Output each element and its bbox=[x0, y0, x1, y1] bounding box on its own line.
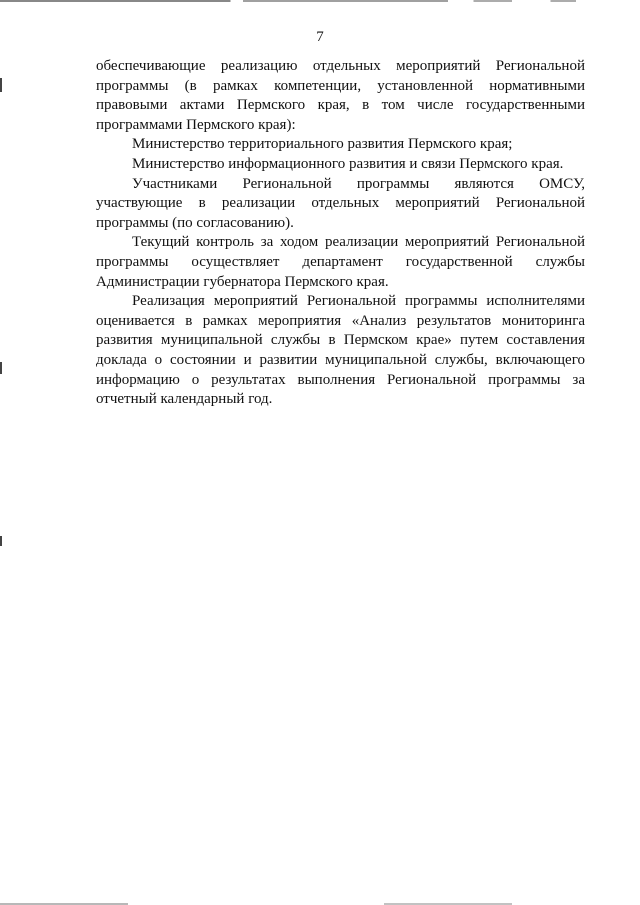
scan-edge-mark bbox=[0, 78, 2, 92]
paragraph-evaluation: Реализация мероприятий Региональной программы исполнителями оценивается в рамках мероприятия «Анализ результатов мониторинга развития муниципальной службы в Пермском крае» путем составления доклада о состоянии и развитии муниципальной службы, включающего информацию о результатах выполнения Региональной программы за отчетный календарный год. bbox=[96, 293, 585, 408]
paragraph-control: Текущий контроль за ходом реализации мероприятий Региональной программы осуществляет департамент государственной службы Администрации губернатора Пермского края. bbox=[96, 234, 585, 290]
scan-edge-mark bbox=[0, 362, 2, 374]
scan-edge-mark bbox=[0, 536, 2, 546]
paragraph-ministry-information: Министерство информационного развития и связи Пермского края. bbox=[132, 155, 564, 172]
page-number: 7 bbox=[316, 29, 324, 45]
document-body bbox=[96, 57, 585, 410]
paragraph-responsible-continuation: обеспечивающие реализацию отдельных мероприятий Региональной программы (в рамках компетенции, установленной нормативными правовыми актами Пермского края, в том числе государственными программами Пермского края): bbox=[96, 58, 585, 133]
paragraph-participants: Участниками Региональной программы являются ОМСУ, участвующие в реализации отдельных мероприятий Региональной программы (по согласованию). bbox=[96, 175, 585, 231]
scan-edge-top bbox=[0, 0, 640, 2]
paragraph-ministry-territorial: Министерство территориального развития Пермского края; bbox=[132, 136, 513, 153]
